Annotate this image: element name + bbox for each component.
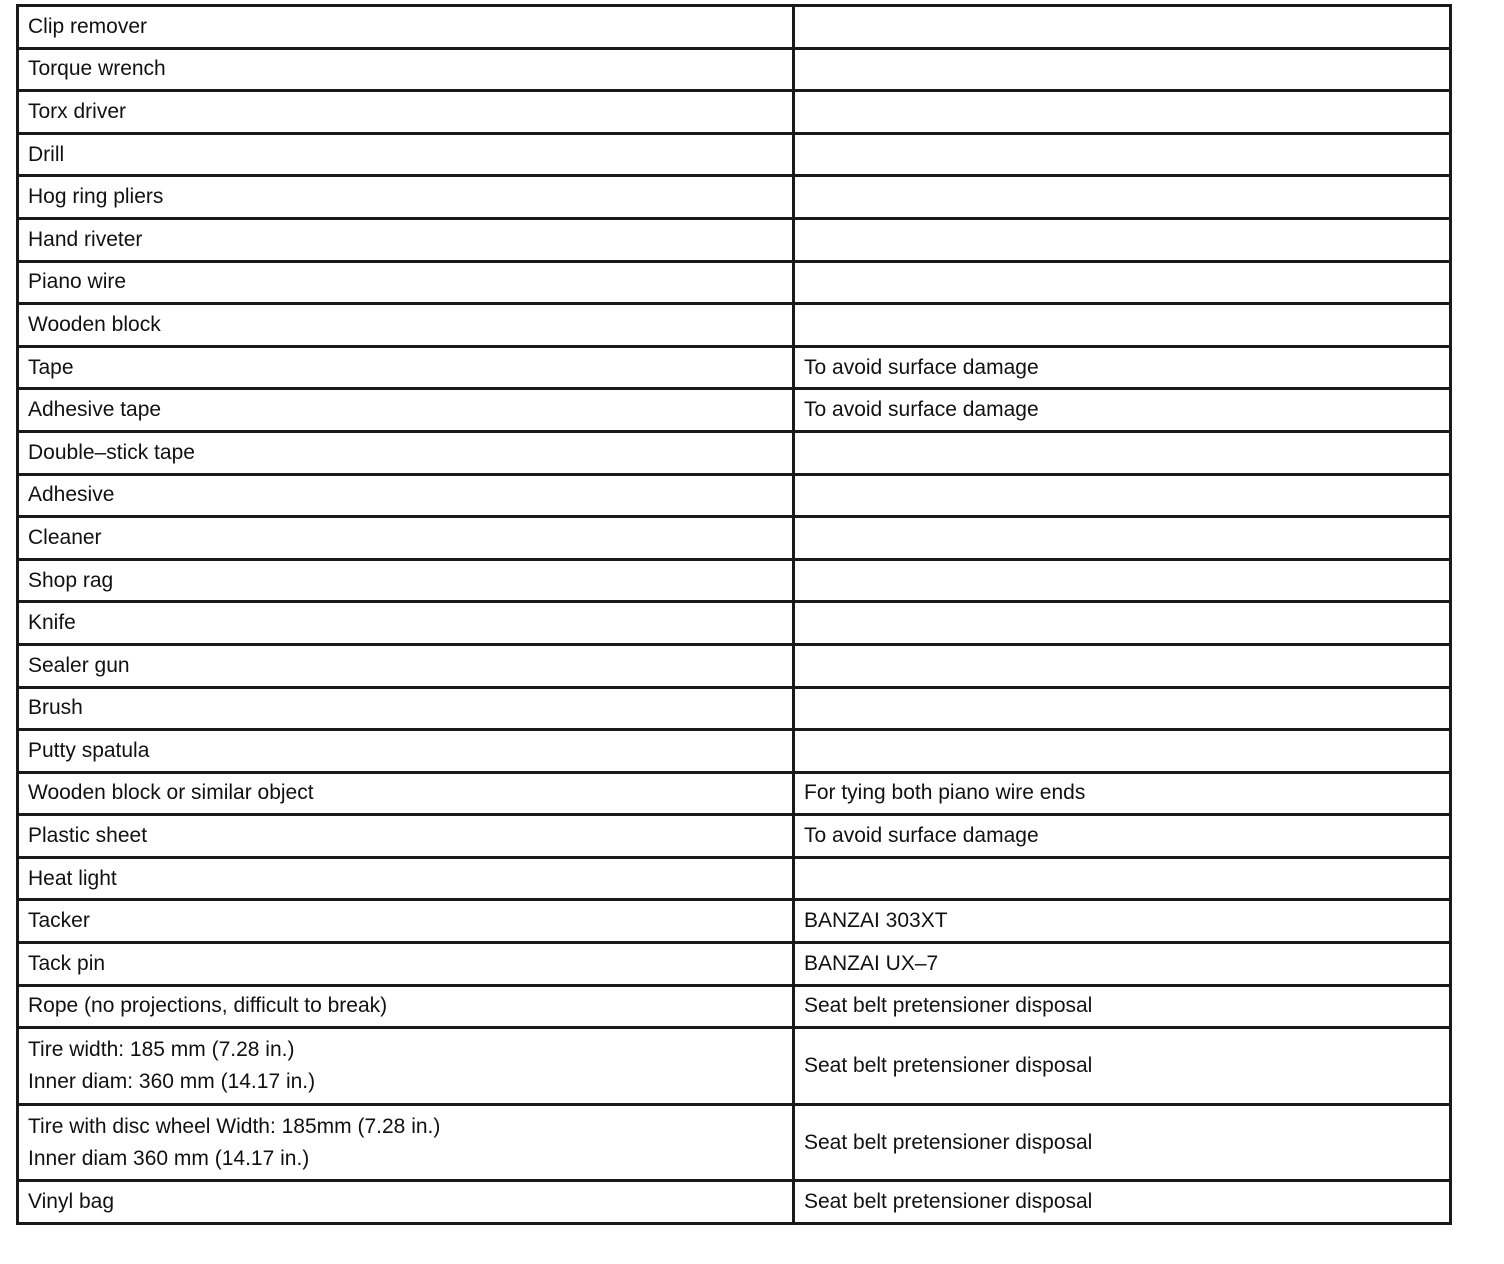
tool-name-line: Tire with disc wheel Width: 185mm (7.28 in.) bbox=[28, 1114, 441, 1138]
tool-note-cell: Seat belt pretensioner disposal bbox=[794, 1028, 1451, 1105]
tool-name-cell bbox=[18, 985, 794, 1028]
tool-name-line: Knife bbox=[28, 611, 76, 635]
tool-name-line: Tack pin bbox=[28, 951, 106, 975]
tool-name-line: Torque wrench bbox=[28, 57, 166, 81]
table-row bbox=[18, 261, 1451, 304]
tool-name-line: Double–stick tape bbox=[28, 440, 195, 464]
table-row bbox=[18, 133, 1451, 176]
tool-note-cell bbox=[794, 218, 1451, 261]
tool-note-cell bbox=[794, 602, 1451, 645]
tool-note-cell bbox=[794, 48, 1451, 91]
tool-name-line: Adhesive bbox=[28, 483, 115, 507]
tools-table-body bbox=[18, 6, 1451, 1224]
tool-note-cell: To avoid surface damage bbox=[794, 815, 1451, 858]
table-row bbox=[18, 517, 1451, 560]
tool-name-cell bbox=[18, 943, 794, 986]
tool-name-line: Inner diam: 360 mm (14.17 in.) bbox=[28, 1070, 316, 1093]
tool-name-line: Tape bbox=[28, 355, 74, 379]
tool-name-line: Sealer gun bbox=[28, 653, 130, 677]
table-row bbox=[18, 304, 1451, 347]
tool-note-cell bbox=[794, 687, 1451, 730]
tool-name-cell bbox=[18, 559, 794, 602]
tool-note-cell: To avoid surface damage bbox=[794, 389, 1451, 432]
table-row bbox=[18, 431, 1451, 474]
tool-name-cell bbox=[18, 133, 794, 176]
table-row bbox=[18, 91, 1451, 134]
tool-note-cell bbox=[794, 644, 1451, 687]
tool-name-cell bbox=[18, 517, 794, 560]
tool-name-line: Hand riveter bbox=[28, 227, 143, 251]
tool-note-cell bbox=[794, 730, 1451, 773]
tool-name-line: Brush bbox=[28, 696, 83, 720]
tool-name-line: Shop rag bbox=[28, 568, 114, 592]
table-row bbox=[18, 389, 1451, 432]
table-row bbox=[18, 6, 1451, 49]
table-row bbox=[18, 772, 1451, 815]
tool-note-cell bbox=[794, 474, 1451, 517]
tool-name-cell bbox=[18, 1028, 794, 1105]
tool-note-cell bbox=[794, 261, 1451, 304]
table-row bbox=[18, 559, 1451, 602]
tool-note-cell bbox=[794, 6, 1451, 49]
tool-name-line: Tire width: 185 mm (7.28 in.) bbox=[28, 1038, 295, 1061]
tool-name-line: Clip remover bbox=[28, 14, 148, 38]
tool-name-cell bbox=[18, 687, 794, 730]
tool-name-cell bbox=[18, 346, 794, 389]
tool-note-cell: Seat belt pretensioner disposal bbox=[794, 1104, 1451, 1181]
tool-name-cell bbox=[18, 602, 794, 645]
tool-name-cell bbox=[18, 1181, 794, 1224]
table-row bbox=[18, 176, 1451, 219]
tool-name-cell bbox=[18, 261, 794, 304]
tool-name-cell bbox=[18, 730, 794, 773]
tool-note-cell: Seat belt pretensioner disposal bbox=[794, 1181, 1451, 1224]
table-row bbox=[18, 730, 1451, 773]
tool-note-cell: BANZAI 303XT bbox=[794, 900, 1451, 943]
tool-note-cell bbox=[794, 431, 1451, 474]
tool-name-cell bbox=[18, 91, 794, 134]
tool-note-cell: BANZAI UX–7 bbox=[794, 943, 1451, 986]
tool-note-cell bbox=[794, 176, 1451, 219]
tool-note-cell bbox=[794, 857, 1451, 900]
table-row bbox=[18, 900, 1451, 943]
tool-name-line: Drill bbox=[28, 142, 65, 166]
table-row bbox=[18, 815, 1451, 858]
tool-name-cell bbox=[18, 772, 794, 815]
tool-note-cell bbox=[794, 517, 1451, 560]
tool-name-cell bbox=[18, 389, 794, 432]
table-row bbox=[18, 602, 1451, 645]
table-row bbox=[18, 474, 1451, 517]
tool-name-line: Inner diam 360 mm (14.17 in.) bbox=[28, 1146, 310, 1170]
tool-note-cell: For tying both piano wire ends bbox=[794, 772, 1451, 815]
tool-name-cell bbox=[18, 6, 794, 49]
tool-name-line: Rope (no projections, difficult to break) bbox=[28, 994, 388, 1018]
tool-note-cell bbox=[794, 304, 1451, 347]
tool-note-cell bbox=[794, 559, 1451, 602]
table-row bbox=[18, 1028, 1451, 1105]
table-row bbox=[18, 1104, 1451, 1181]
tools-table bbox=[16, 4, 1452, 1225]
tool-name-cell bbox=[18, 218, 794, 261]
tool-name-line: Heat light bbox=[28, 866, 117, 890]
tool-name-cell bbox=[18, 900, 794, 943]
table-row bbox=[18, 943, 1451, 986]
tool-name-line: Vinyl bag bbox=[28, 1190, 115, 1214]
tool-name-cell bbox=[18, 304, 794, 347]
tool-name-cell bbox=[18, 1104, 794, 1181]
tool-name-cell bbox=[18, 431, 794, 474]
tool-note-cell bbox=[794, 91, 1451, 134]
tool-name-line: Wooden block bbox=[28, 312, 161, 336]
tool-name-line: Wooden block or similar object bbox=[28, 781, 314, 805]
table-row bbox=[18, 48, 1451, 91]
table-row bbox=[18, 644, 1451, 687]
tool-name-line: Piano wire bbox=[28, 270, 127, 294]
tool-name-line: Adhesive tape bbox=[28, 398, 162, 422]
tool-name-line: Torx driver bbox=[28, 99, 127, 123]
tool-name-line: Putty spatula bbox=[28, 738, 150, 762]
table-row bbox=[18, 985, 1451, 1028]
table-row bbox=[18, 1181, 1451, 1224]
tool-name-cell bbox=[18, 857, 794, 900]
tool-name-cell bbox=[18, 644, 794, 687]
tool-name-cell bbox=[18, 48, 794, 91]
tool-name-line: Hog ring pliers bbox=[28, 185, 164, 209]
tool-name-cell bbox=[18, 815, 794, 858]
tool-note-cell: To avoid surface damage bbox=[794, 346, 1451, 389]
table-row bbox=[18, 346, 1451, 389]
table-row bbox=[18, 687, 1451, 730]
tool-name-line: Cleaner bbox=[28, 525, 102, 549]
tool-name-cell bbox=[18, 176, 794, 219]
tool-name-line: Plastic sheet bbox=[28, 824, 148, 848]
tool-note-cell: Seat belt pretensioner disposal bbox=[794, 985, 1451, 1028]
tool-name-cell bbox=[18, 474, 794, 517]
tool-note-cell bbox=[794, 133, 1451, 176]
table-row bbox=[18, 857, 1451, 900]
table-row bbox=[18, 218, 1451, 261]
tool-name-line: Tacker bbox=[28, 909, 90, 933]
